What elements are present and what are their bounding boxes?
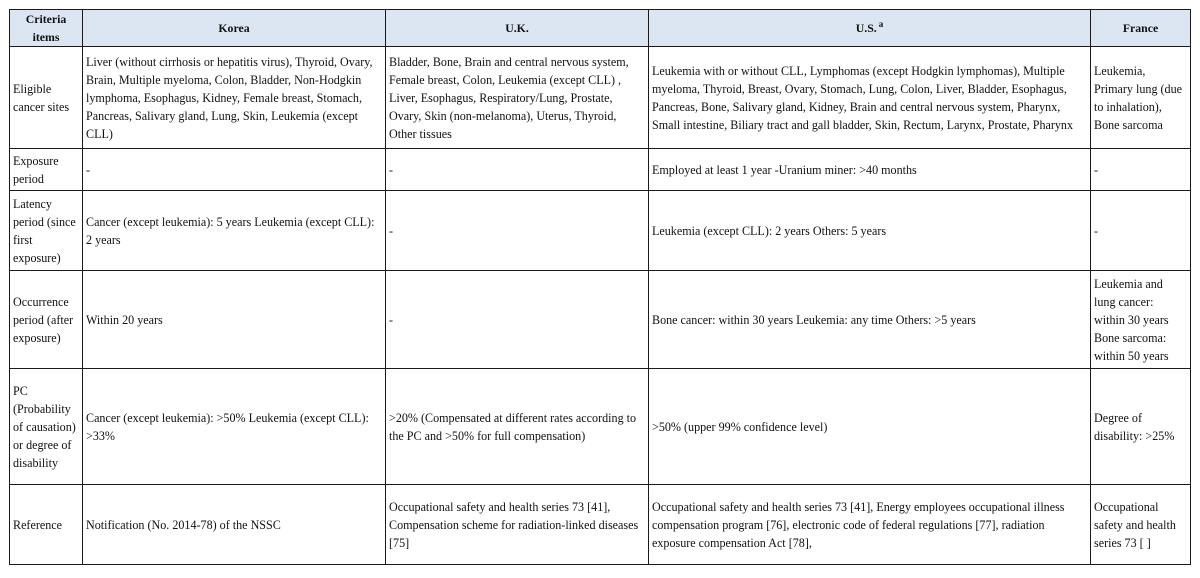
- cell-korea: Notification (No. 2014-78) of the NSSC: [83, 485, 386, 565]
- table-row: [10, 47, 1191, 149]
- cell-france: Leukemia and lung cancer: within 30 years Bone sarcoma: within 50 years: [1091, 271, 1191, 369]
- comparison-table: [9, 9, 1191, 565]
- cell-korea: Cancer (except leukemia): >50% Leukemia (except CLL): >33%: [83, 369, 386, 485]
- header-korea: Korea: [83, 10, 386, 47]
- cell-us: Leukemia (except CLL): 2 years Others: 5 years: [649, 191, 1091, 271]
- row-label-reference: Reference: [10, 485, 83, 565]
- header-us: [649, 10, 1091, 47]
- header-us-footnote: a: [878, 19, 884, 30]
- cell-us: Occupational safety and health series 73 [41], Energy employees occupational illness compensation program [76], electronic code of federal regulations [77], radiation exposure compensation Act [78],: [649, 485, 1091, 565]
- cell-uk: -: [386, 191, 649, 271]
- header-uk: U.K.: [386, 10, 649, 47]
- cell-us: Employed at least 1 year -Uranium miner: >40 months: [649, 149, 1091, 191]
- cell-korea: Liver (without cirrhosis or hepatitis virus), Thyroid, Ovary, Brain, Multiple myeloma, Colon, Bladder, Non-Hodgkin lymphoma, Esophagus, Kidney, Female breast, Stomach, Pancreas, Salivary gland, Lung, Skin, Leukemia (except CLL): [83, 47, 386, 149]
- row-label-exposure-period: Exposure period: [10, 149, 83, 191]
- header-row: [10, 10, 1191, 47]
- cell-uk: Occupational safety and health series 73 [41], Compensation scheme for radiation-linked diseases [75]: [386, 485, 649, 565]
- cell-us: Bone cancer: within 30 years Leukemia: any time Others: >5 years: [649, 271, 1091, 369]
- header-criteria: Criteria items: [10, 10, 83, 47]
- row-label-occurrence-period: Occurrence period (after exposure): [10, 271, 83, 369]
- row-label-latency-period: Latency period (since first exposure): [10, 191, 83, 271]
- cell-uk: -: [386, 271, 649, 369]
- cell-uk: >20% (Compensated at different rates according to the PC and >50% for full compensation): [386, 369, 649, 485]
- cell-us: Leukemia with or without CLL, Lymphomas (except Hodgkin lymphomas), Multiple myeloma, Thyroid, Breast, Ovary, Stomach, Lung, Colon, Liver, Bladder, Esophagus, Pancreas, Bone, Salivary gland, Kidney, Brain and central nervous system, Pharynx, Small intestine, Biliary tract and gall bladder, Skin, Rectum, Larynx, Prostate, Pharynx: [649, 47, 1091, 149]
- table-row: [10, 369, 1191, 485]
- cell-uk: Bladder, Bone, Brain and central nervous system, Female breast, Colon, Leukemia (except CLL) , Liver, Esophagus, Respiratory/Lung, Prostate, Ovary, Skin (non-melanoma), Uterus, Thyroid, Other tissues: [386, 47, 649, 149]
- table-row: [10, 485, 1191, 565]
- cell-korea: Cancer (except leukemia): 5 years Leukemia (except CLL): 2 years: [83, 191, 386, 271]
- header-france: France: [1091, 10, 1191, 47]
- table-row: [10, 149, 1191, 191]
- header-us-text: U.S.: [855, 21, 877, 35]
- table-row: [10, 271, 1191, 369]
- cell-us: >50% (upper 99% confidence level): [649, 369, 1091, 485]
- row-label-eligible-cancer-sites: Eligible cancer sites: [10, 47, 83, 149]
- cell-uk: -: [386, 149, 649, 191]
- table-row: [10, 191, 1191, 271]
- cell-korea: Within 20 years: [83, 271, 386, 369]
- row-label-pc-or-disability: PC (Probability of causation) or degree of disability: [10, 369, 83, 485]
- cell-france: Occupational safety and health series 73 [ ]: [1091, 485, 1191, 565]
- cell-france: -: [1091, 149, 1191, 191]
- cell-france: Leukemia, Primary lung (due to inhalation), Bone sarcoma: [1091, 47, 1191, 149]
- cell-france: -: [1091, 191, 1191, 271]
- cell-korea: -: [83, 149, 386, 191]
- cell-france: Degree of disability: >25%: [1091, 369, 1191, 485]
